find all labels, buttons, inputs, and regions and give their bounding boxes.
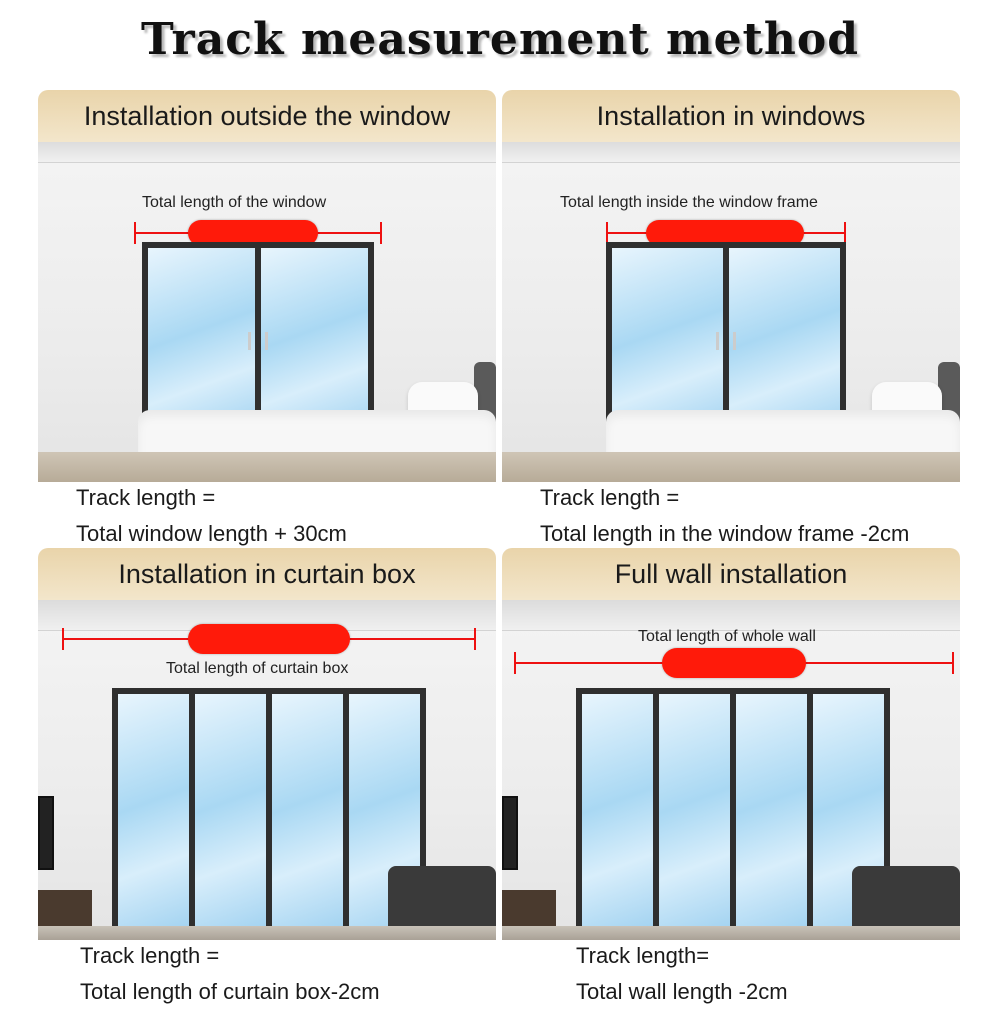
formula-line: Track length =: [76, 485, 216, 510]
floor: [502, 926, 960, 940]
formula-line: Total length of curtain box-2cm: [80, 979, 380, 1004]
formula-line: Track length =: [540, 485, 680, 510]
formula-line: Total length in the window frame -2cm: [540, 521, 910, 546]
room-illustration: [502, 600, 960, 940]
panel-header: Installation in windows: [502, 90, 960, 142]
floor: [38, 452, 496, 482]
window-pane: [659, 694, 730, 934]
formula-line: Track length =: [80, 943, 220, 968]
panel-inside-window: [502, 90, 960, 552]
panel-header: Installation in curtain box: [38, 548, 496, 600]
window-pane: [736, 694, 807, 934]
handle-icon: [248, 332, 251, 350]
panel-header: Full wall installation: [502, 548, 960, 600]
window-pane: [148, 248, 255, 434]
tv: [502, 796, 518, 870]
ceiling: [502, 142, 960, 163]
tv: [38, 796, 54, 870]
panel-outside-window: [38, 90, 496, 552]
window-pane: [582, 694, 653, 934]
window-pane: [612, 248, 723, 434]
room-illustration: [502, 142, 960, 482]
panel-curtain-box: [38, 548, 496, 1010]
room-illustration: [38, 142, 496, 482]
handle-icon: [733, 332, 736, 350]
measure-marker: [662, 648, 806, 678]
window-pane: [118, 694, 189, 934]
measure-label: Total length of whole wall: [638, 628, 816, 645]
sliding-door: [576, 688, 890, 940]
floor: [502, 452, 960, 482]
handle-icon: [716, 332, 719, 350]
ceiling: [38, 142, 496, 163]
handle-icon: [265, 332, 268, 350]
window-pane: [261, 248, 368, 434]
panel-full-wall: [502, 548, 960, 1010]
measure-label: Total length of curtain box: [166, 660, 349, 677]
room-illustration: [38, 600, 496, 940]
floor: [38, 926, 496, 940]
formula-line: Total wall length -2cm: [576, 979, 788, 1004]
window-pane: [272, 694, 343, 934]
page-title: Track measurement method: [141, 14, 859, 65]
measure-label: Total length inside the window frame: [560, 194, 818, 211]
measure-marker: [188, 624, 350, 654]
panel-header: Installation outside the window: [38, 90, 496, 142]
sliding-door: [112, 688, 426, 940]
formula-line: Track length=: [576, 943, 710, 968]
formula-line: Total window length + 30cm: [76, 521, 347, 546]
window-pane: [195, 694, 266, 934]
ceiling: [502, 600, 960, 631]
measure-label: Total length of the window: [142, 194, 327, 211]
window-pane: [729, 248, 840, 434]
